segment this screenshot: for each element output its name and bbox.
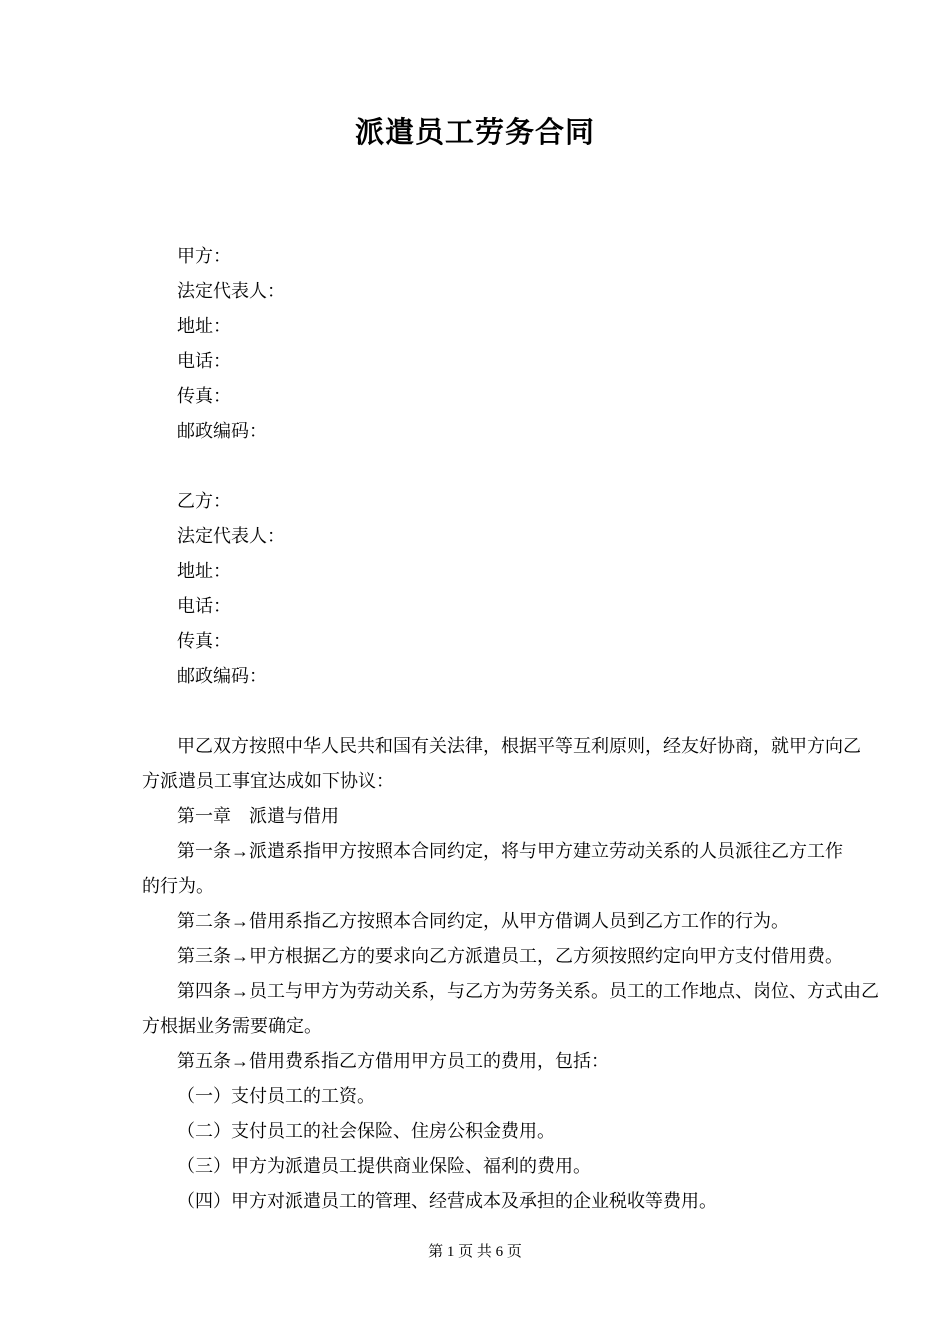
contract-body-line: 甲乙双方按照中华人民共和国有关法律，根据平等互利原则，经友好协商，就甲方向乙 (177, 736, 861, 756)
contract-body-line: 的行为。 (142, 876, 214, 896)
party-a-field-label: 邮政编码： (177, 421, 267, 441)
party-a-field-label: 地址： (177, 316, 231, 336)
contract-body-line: （一）支付员工的工资。 (177, 1086, 375, 1106)
contract-body (0, 729, 950, 1219)
party-b-field-label: 地址： (177, 561, 231, 581)
contract-body-line: （二）支付员工的社会保险、住房公积金费用。 (177, 1121, 555, 1141)
contract-body-line: （四）甲方对派遣员工的管理、经营成本及承担的企业税收等费用。 (177, 1191, 717, 1211)
party-b-field-label: 电话： (177, 596, 231, 616)
party-b-field-label: 乙方： (177, 491, 231, 511)
contract-body-line: （三）甲方为派遣员工提供商业保险、福利的费用。 (177, 1156, 591, 1176)
contract-body-line: 第三条→甲方根据乙方的要求向乙方派遣员工，乙方须按照约定向甲方支付借用费。 (177, 946, 843, 966)
contract-body-line: 方根据业务需要确定。 (142, 1016, 322, 1036)
page-number-footer: 第 1 页 共 6 页 (428, 1244, 522, 1260)
document-title: 派遣员工劳务合同 (354, 117, 595, 149)
party-a-field-label: 法定代表人： (177, 281, 285, 301)
party-a-field-label: 甲方： (177, 246, 231, 266)
party-b-field-label: 传真： (177, 631, 231, 651)
contract-body-line: 第四条→员工与甲方为劳动关系，与乙方为劳务关系。员工的工作地点、岗位、方式由乙 (177, 981, 879, 1001)
contract-body-line: 第二条→借用系指乙方按照本合同约定，从甲方借调人员到乙方工作的行为。 (177, 911, 789, 931)
party-a-field-label: 传真： (177, 386, 231, 406)
party-a-field-label: 电话： (177, 351, 231, 371)
contract-body-line: 第五条→借用费系指乙方借用甲方员工的费用，包括： (177, 1051, 609, 1071)
party-b-field-label: 法定代表人： (177, 526, 285, 546)
party-b-fields (0, 484, 950, 694)
party-a-fields (0, 239, 950, 449)
contract-body-line: 第一条→派遣系指甲方按照本合同约定，将与甲方建立劳动关系的人员派往乙方工作 (177, 841, 843, 861)
contract-body-line: 第一章 派遣与借用 (177, 806, 339, 826)
contract-body-line: 方派遣员工事宜达成如下协议： (142, 771, 394, 791)
party-b-field-label: 邮政编码： (177, 666, 267, 686)
